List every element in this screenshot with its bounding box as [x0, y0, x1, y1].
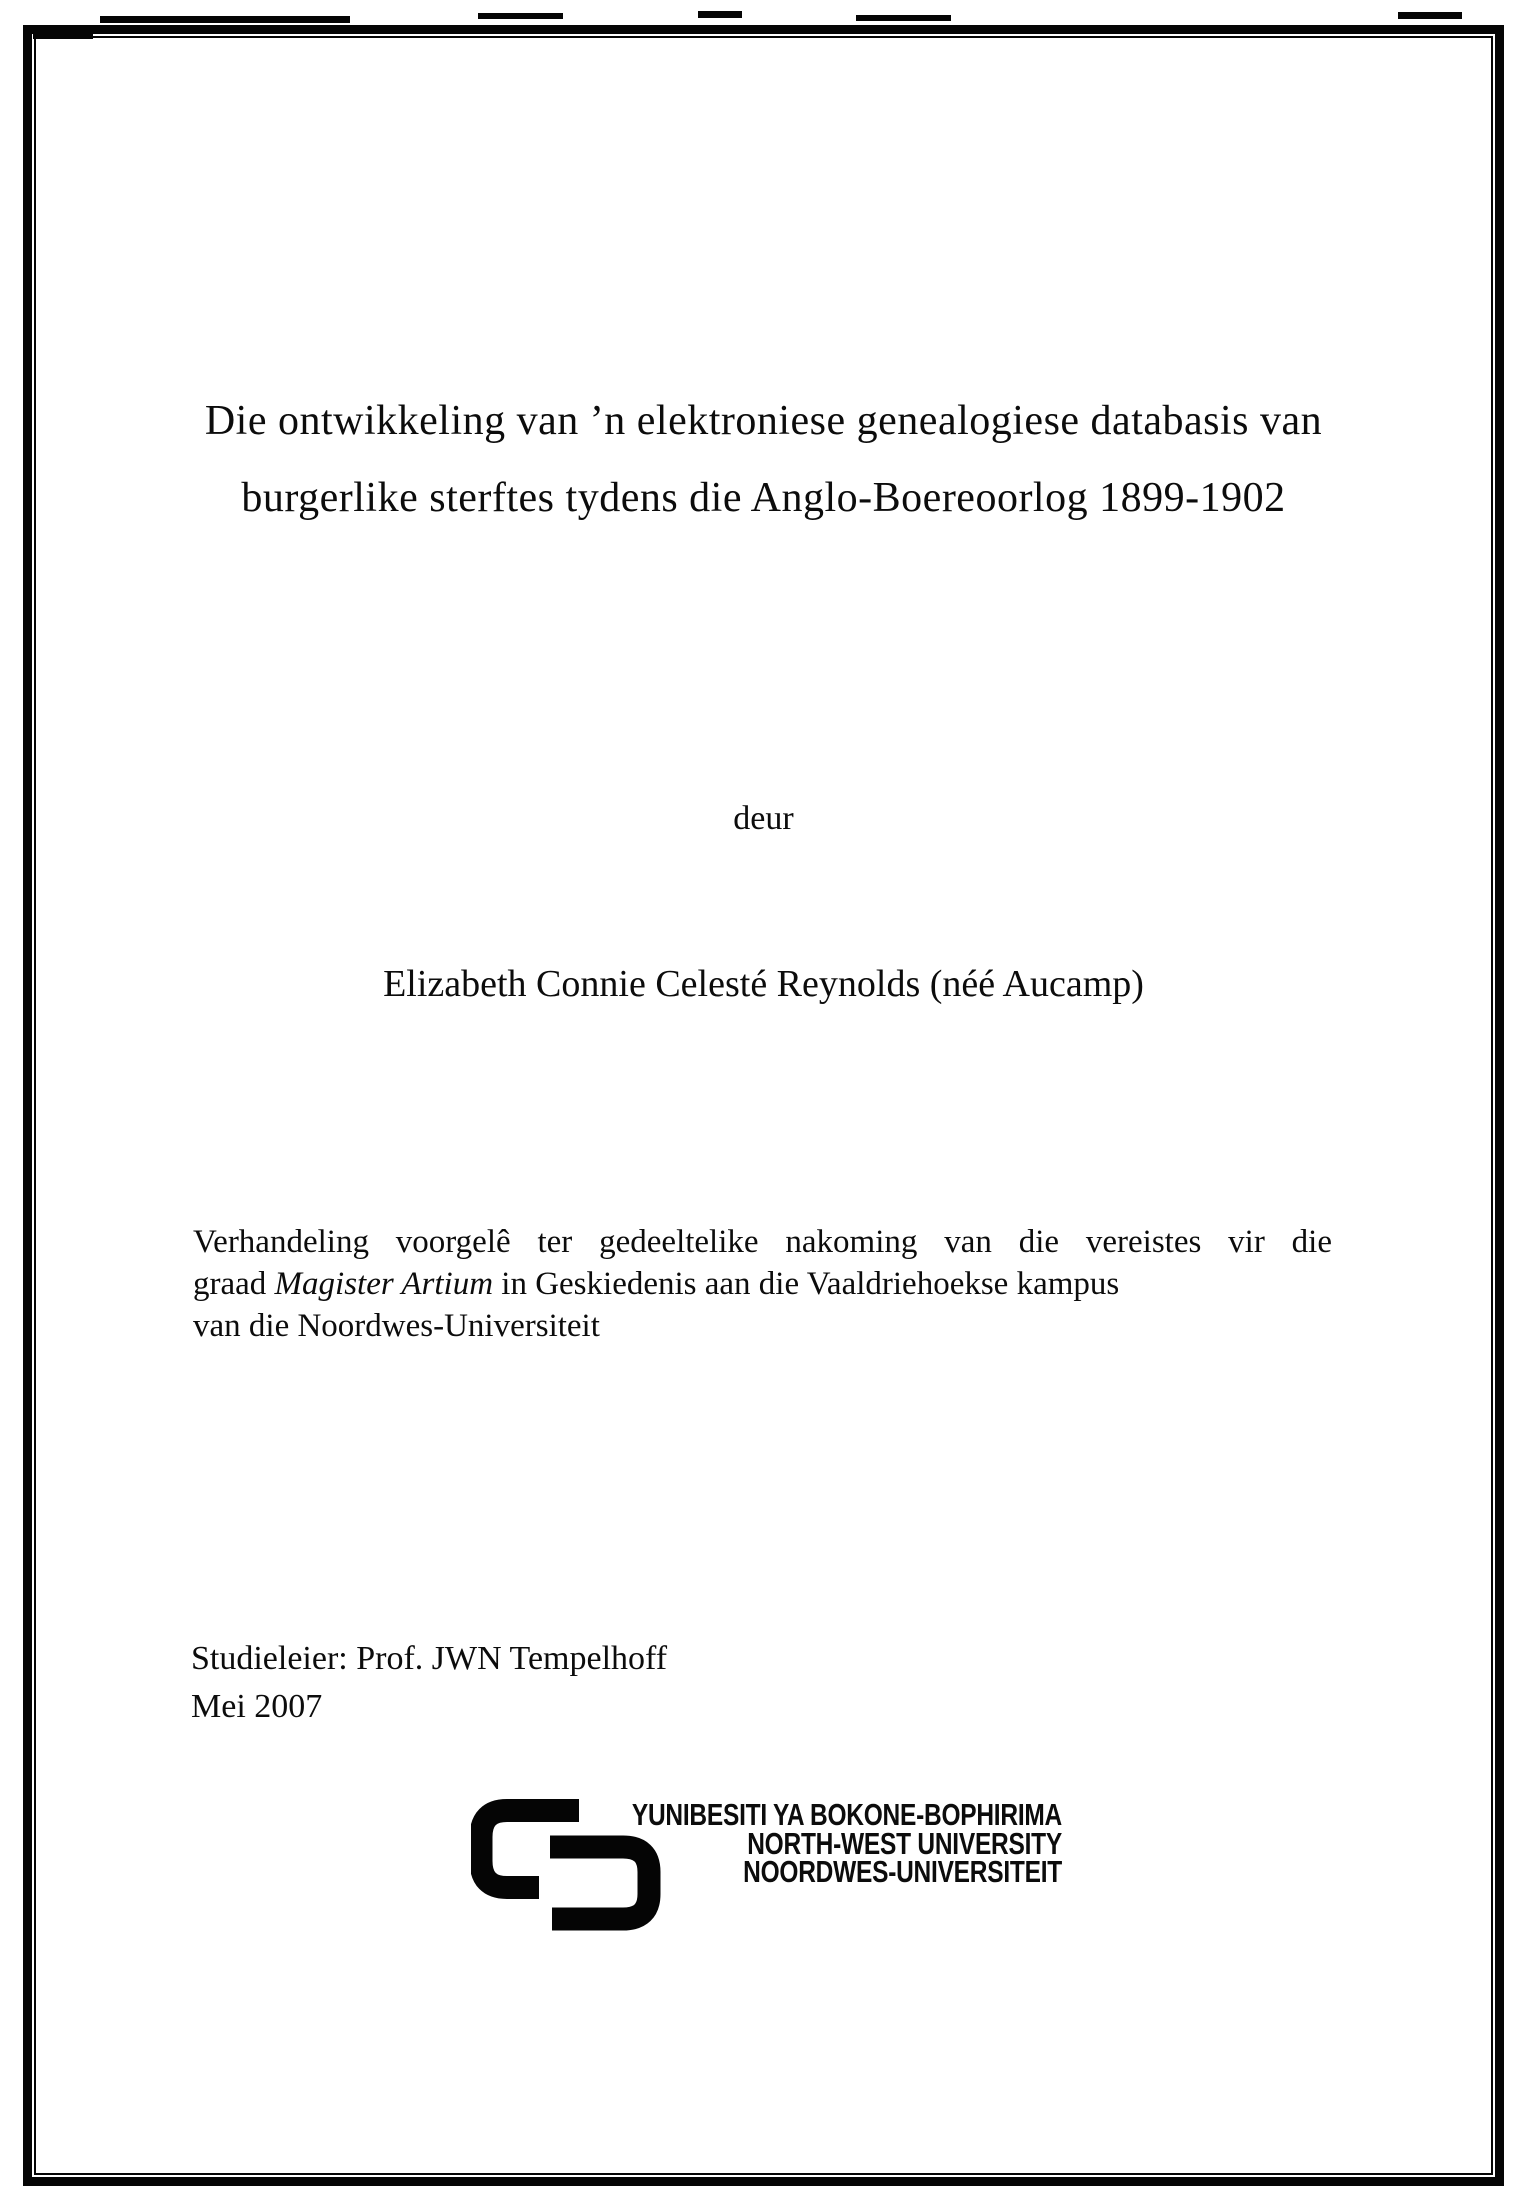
byline-preposition: deur	[733, 800, 794, 837]
scan-artifact	[478, 13, 563, 19]
thesis-title	[95, 383, 1432, 537]
degree-statement-line-1: Verhandeling voorgelê ter gedeeltelike nakoming van die vereistes vir die	[193, 1224, 1332, 1260]
thesis-title-line-2: burgerlike sterftes tydens die Anglo-Boereoorlog 1899-1902	[241, 475, 1286, 521]
date-line: Mei 2007	[191, 1688, 323, 1725]
author-name: Elizabeth Connie Celesté Reynolds (néé Aucamp)	[383, 963, 1144, 1005]
supervisor-block	[191, 1635, 667, 1731]
degree-statement-line-2-prefix: graad	[193, 1266, 275, 1302]
degree-statement	[193, 1221, 1332, 1347]
university-name-setswana: YUNIBESITI YA BOKONE-BOPHIRIMA	[631, 1797, 1062, 1832]
scan-artifact	[33, 34, 93, 39]
degree-statement-line-3: van die Noordwes-Universiteit	[193, 1308, 600, 1344]
scan-artifact	[856, 15, 951, 21]
university-name-afrikaans: NOORDWES-UNIVERSITEIT	[743, 1854, 1062, 1889]
university-name-english: NORTH-WEST UNIVERSITY	[747, 1825, 1062, 1861]
supervisor-line: Studieleier: Prof. JWN Tempelhoff	[191, 1640, 668, 1677]
scan-artifact	[100, 16, 350, 23]
thesis-title-line-1: Die ontwikkeling van ’n elektroniese genealogiese databasis van	[204, 398, 1323, 444]
degree-name-italic: Magister Artium	[274, 1266, 494, 1302]
degree-statement-line-2	[193, 1263, 1332, 1305]
scan-artifact	[698, 11, 742, 18]
degree-statement-line-2-suffix: in Geskiedenis aan die Vaaldriehoekse kampus	[493, 1266, 1120, 1302]
university-logo-text	[588, 1797, 1062, 1889]
scan-artifact	[1398, 12, 1462, 19]
